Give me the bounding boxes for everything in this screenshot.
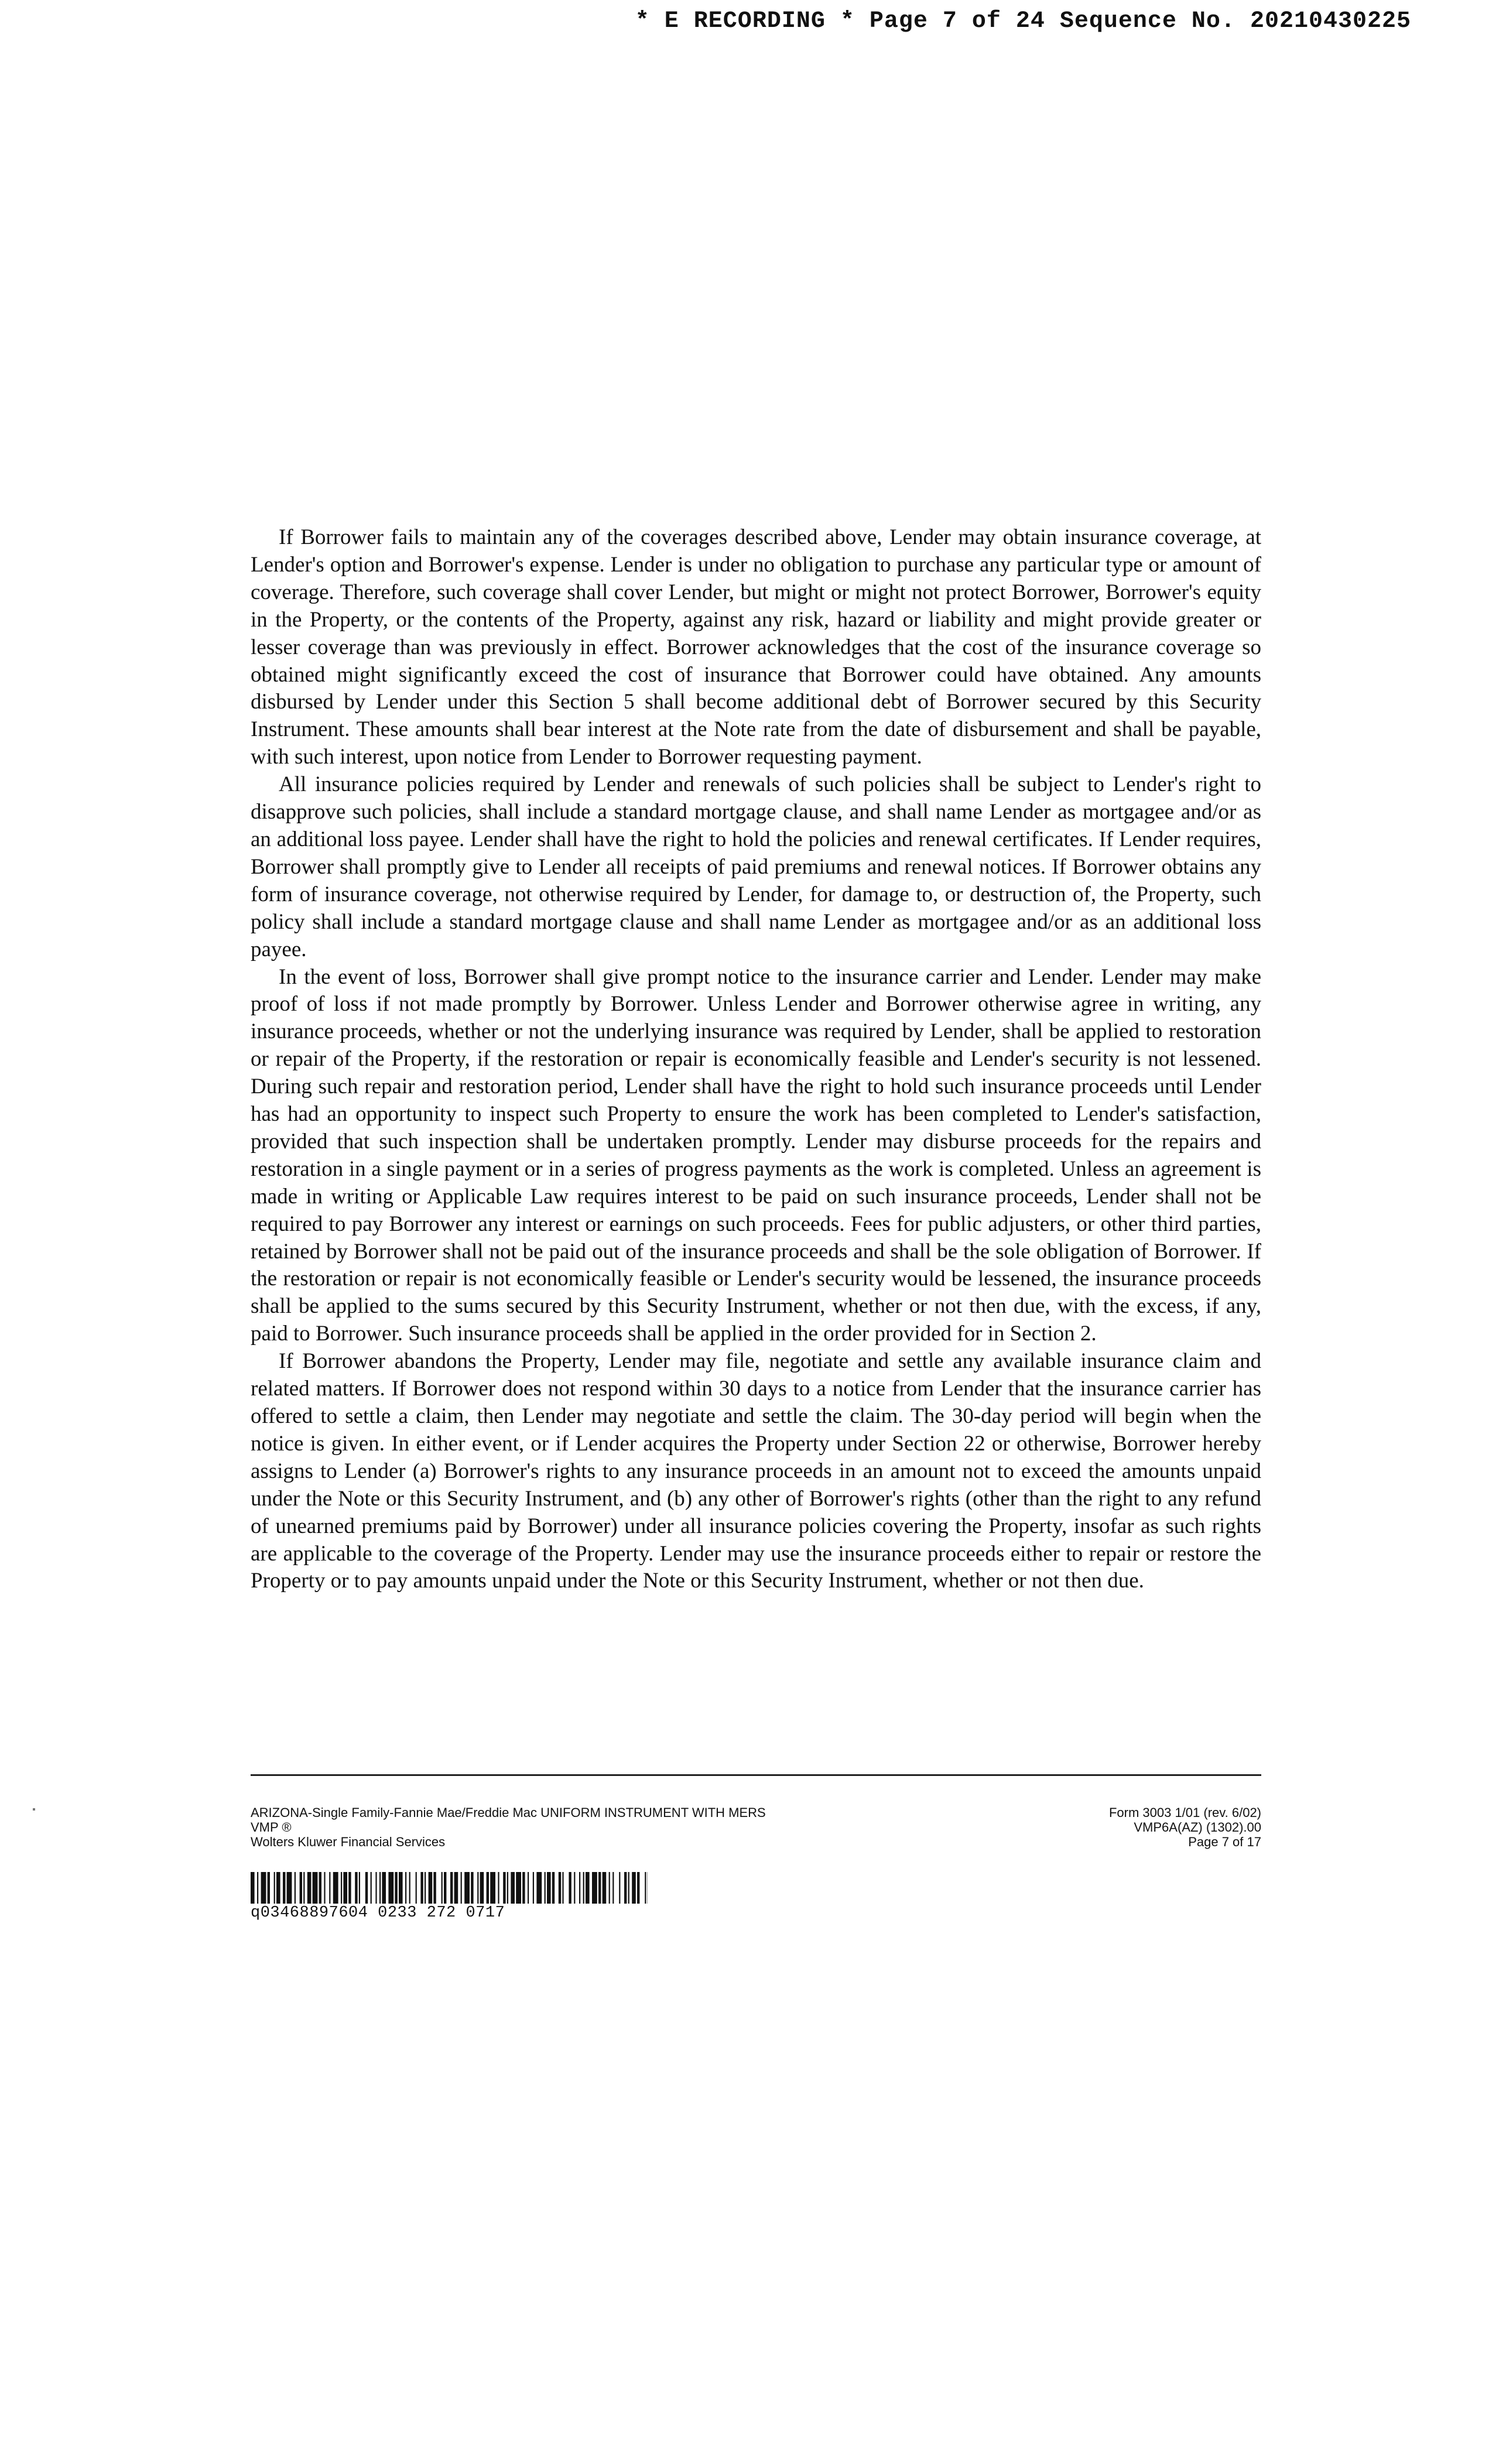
paragraph-abandonment: If Borrower abandons the Property, Lender may file, negotiate and settle any available insurance claim and related matters. If Borrower does not respond within 30 days to a notice from Lender that the insurance carrier has offered to settle a claim, then Lender may negotiate and settle the claim. The 30-day period will begin when the notice is given. In either event, or if Lender acquires the Property under Section 22 or otherwise, Borrower hereby assigns to Lender (a) Borrower's rights to any insurance proceeds in an amount not to exceed the amounts unpaid under the Note or this Security Instrument, and (b) any other of Borrower's rights (other than the right to any refund of unearned premiums paid by Borrower) under all insurance policies covering the Property, insofar as such rights are applicable to the coverage of the Property. Lender may use the insurance proceeds either to repair or restore the Property or to pay amounts unpaid under the Note or this Security Instrument, whether or not then due. bbox=[251, 1349, 1261, 1593]
barcode-bar bbox=[516, 1872, 521, 1904]
barcode-bar bbox=[637, 1872, 639, 1904]
barcode-number: q03468897604 0233 272 0717 bbox=[251, 1904, 505, 1922]
margin-mark bbox=[33, 1808, 35, 1811]
barcode-bar bbox=[287, 1872, 292, 1904]
barcode-bar bbox=[511, 1872, 515, 1904]
barcode-bar bbox=[569, 1872, 571, 1904]
barcode-bar bbox=[257, 1872, 258, 1904]
barcode-bar bbox=[592, 1872, 597, 1904]
barcode-bar bbox=[333, 1872, 338, 1904]
barcode-bar bbox=[379, 1872, 381, 1904]
barcode-bar bbox=[416, 1872, 417, 1904]
barcode-bar bbox=[276, 1872, 280, 1904]
barcode-bar bbox=[507, 1872, 508, 1904]
barcode-bar bbox=[536, 1872, 542, 1904]
barcode-bar bbox=[329, 1872, 330, 1904]
barcode-bar bbox=[480, 1872, 484, 1904]
barcode-bar bbox=[365, 1872, 368, 1904]
barcode-bar bbox=[409, 1872, 410, 1904]
barcode-bar bbox=[251, 1872, 255, 1904]
barcode-bar bbox=[268, 1872, 270, 1904]
barcode-bar bbox=[261, 1872, 266, 1904]
barcode-bar bbox=[399, 1872, 403, 1904]
barcode-bar bbox=[420, 1872, 423, 1904]
barcode-bar bbox=[547, 1872, 551, 1904]
barcode-bar bbox=[444, 1872, 446, 1904]
footer-vmp-line: VMP ® bbox=[251, 1820, 292, 1835]
barcode-bar bbox=[359, 1872, 360, 1904]
footer-publisher-line: Wolters Kluwer Financial Services bbox=[251, 1835, 446, 1849]
barcode-bar bbox=[619, 1872, 620, 1904]
barcode-bar bbox=[461, 1872, 462, 1904]
paragraph-lender-obtains-coverage: If Borrower fails to maintain any of the coverages described above, Lender may obtain insurance coverage, at Lender's option and Borrower's expense. Lender is under no obligation to purchase any particular type or amount of coverage. Therefore, such coverage shall cover Lender, but might or might not protect Borrower, Borrower's equity in the Property, or the contents of the Property, against any risk, hazard or liability and might provide greater or lesser coverage than was previously in effect. Borrower acknowledges that the cost of the insurance coverage so obtained might significantly exceed the cost of insurance that Borrower could have obtained. Any amounts disbursed by Lender under this Section 5 shall become additional debt of Borrower secured by this Security Instrument. These amounts shall bear interest at the Note rate from the date of disbursement and shall be payable, with such interest, upon notice from Lender to Borrower requesting payment. bbox=[251, 525, 1261, 769]
barcode-bar bbox=[382, 1872, 386, 1904]
barcode-bar bbox=[454, 1872, 458, 1904]
barcode-bar bbox=[612, 1872, 614, 1904]
barcode-bar bbox=[319, 1872, 321, 1904]
barcode-bar bbox=[477, 1872, 478, 1904]
footer-page-line: Page 7 of 17 bbox=[1188, 1835, 1261, 1849]
barcode-bar bbox=[579, 1872, 580, 1904]
paragraph-insurance-policies: All insurance policies required by Lender and renewals of such policies shall be subject to Lender's right to disapprove such policies, shall include a standard mortgage clause, and shall name Lender as mortgagee and/or as an additional loss payee. Lender shall have the right to hold the policies and renewal certificates. If Lender requires, Borrower shall promptly give to Lender all receipts of paid premiums and renewal notices. If Borrower obtains any form of insurance coverage, not otherwise required by Lender, for damage to, or destruction of, the Property, such policy shall include a standard mortgage clause and shall name Lender as mortgagee and/or as an additional loss payee. bbox=[251, 772, 1261, 961]
barcode-bar bbox=[395, 1872, 397, 1904]
barcode-bar bbox=[603, 1872, 607, 1904]
barcode-bar bbox=[628, 1872, 629, 1904]
barcode-bar bbox=[522, 1872, 525, 1904]
document-body bbox=[251, 524, 1261, 1595]
barcode-bar bbox=[429, 1872, 433, 1904]
barcode-bar bbox=[388, 1872, 393, 1904]
barcode-bar bbox=[471, 1872, 473, 1904]
footer-form-id-line: Form 3003 1/01 (rev. 6/02) bbox=[1108, 1805, 1261, 1820]
barcode-bar bbox=[545, 1872, 546, 1904]
barcode-bar bbox=[425, 1872, 426, 1904]
barcode-image bbox=[251, 1872, 648, 1904]
footer-form-number bbox=[1109, 1805, 1261, 1849]
barcode-bar bbox=[300, 1872, 302, 1904]
barcode-bar bbox=[552, 1872, 555, 1904]
barcode-bar bbox=[324, 1872, 325, 1904]
barcode-bar bbox=[574, 1872, 575, 1904]
barcode-bar bbox=[490, 1872, 495, 1904]
barcode-bar bbox=[632, 1872, 636, 1904]
barcode-bar bbox=[341, 1872, 342, 1904]
barcode-bar bbox=[295, 1872, 296, 1904]
barcode-bar bbox=[274, 1872, 275, 1904]
paragraph-event-of-loss: In the event of loss, Borrower shall give prompt notice to the insurance carrier and Lender. Lender may make proof of loss if not made promptly by Borrower. Unless Lender and Borrower otherwise agree in writing, any insurance proceeds, whether or not the underlying insurance was required by Lender, shall be applied to restoration or repair of the Property, if the restoration or repair is economically feasible and Lender's security is not lessened. During such repair and restoration period, Lender shall have the right to hold such insurance proceeds until Lender has had an opportunity to inspect such Property to ensure the work has been completed to Lender's satisfaction, provided that such inspection shall be undertaken promptly. Lender may disburse proceeds for the repairs and restoration in a single payment or in a series of progress payments as the work is completed. Unless an agreement is made in writing or Applicable Law requires interest to be paid on such insurance proceeds, Lender shall not be required to pay Borrower any interest or earnings on such proceeds. Fees for public adjusters, or other third parties, retained by Borrower shall not be paid out of the insurance proceeds and shall be the sole obligation of Borrower. If the restoration or repair is not economically feasible or Lender's security would be lessened, the insurance proceeds shall be applied to the sums secured by this Security Instrument, whether or not then due, with the excess, if any, paid to Borrower. Such insurance proceeds shall be applied in the order provided for in Section 2. bbox=[251, 964, 1261, 1346]
barcode-bar bbox=[405, 1872, 406, 1904]
barcode-bar bbox=[371, 1872, 372, 1904]
footer-form-title-line: ARIZONA-Single Family-Fannie Mae/Freddie Mac UNIFORM INSTRUMENT WITH MERS bbox=[251, 1805, 766, 1820]
barcode-bar bbox=[307, 1872, 312, 1904]
barcode-bar bbox=[343, 1872, 347, 1904]
barcode-bar bbox=[559, 1872, 561, 1904]
barcode-bar bbox=[464, 1872, 470, 1904]
barcode-bar bbox=[645, 1872, 646, 1904]
footer-divider bbox=[251, 1774, 1261, 1776]
barcode-bar bbox=[586, 1872, 590, 1904]
barcode-bar bbox=[450, 1872, 453, 1904]
barcode-bar bbox=[583, 1872, 584, 1904]
barcode-bar bbox=[562, 1872, 563, 1904]
barcode-bar bbox=[498, 1872, 499, 1904]
footer-form-title bbox=[251, 1805, 766, 1849]
barcode-bar bbox=[624, 1872, 627, 1904]
barcode-bar bbox=[609, 1872, 610, 1904]
barcode-bar bbox=[303, 1872, 304, 1904]
footer-vmp-code-line: VMP6A(AZ) (1302).00 bbox=[1134, 1820, 1261, 1835]
barcode-bar bbox=[528, 1872, 529, 1904]
barcode-bar bbox=[313, 1872, 318, 1904]
barcode-bar bbox=[283, 1872, 285, 1904]
barcode-bar bbox=[442, 1872, 443, 1904]
barcode-bar bbox=[375, 1872, 377, 1904]
barcode-bar bbox=[355, 1872, 357, 1904]
barcode-bar bbox=[487, 1872, 489, 1904]
barcode-bar bbox=[433, 1872, 436, 1904]
barcode-bar bbox=[533, 1872, 534, 1904]
barcode-bar bbox=[503, 1872, 505, 1904]
barcode-bar bbox=[348, 1872, 351, 1904]
barcode-bar bbox=[598, 1872, 601, 1904]
recording-header: * E RECORDING * Page 7 of 24 Sequence No. 20210430225 bbox=[635, 8, 1411, 35]
